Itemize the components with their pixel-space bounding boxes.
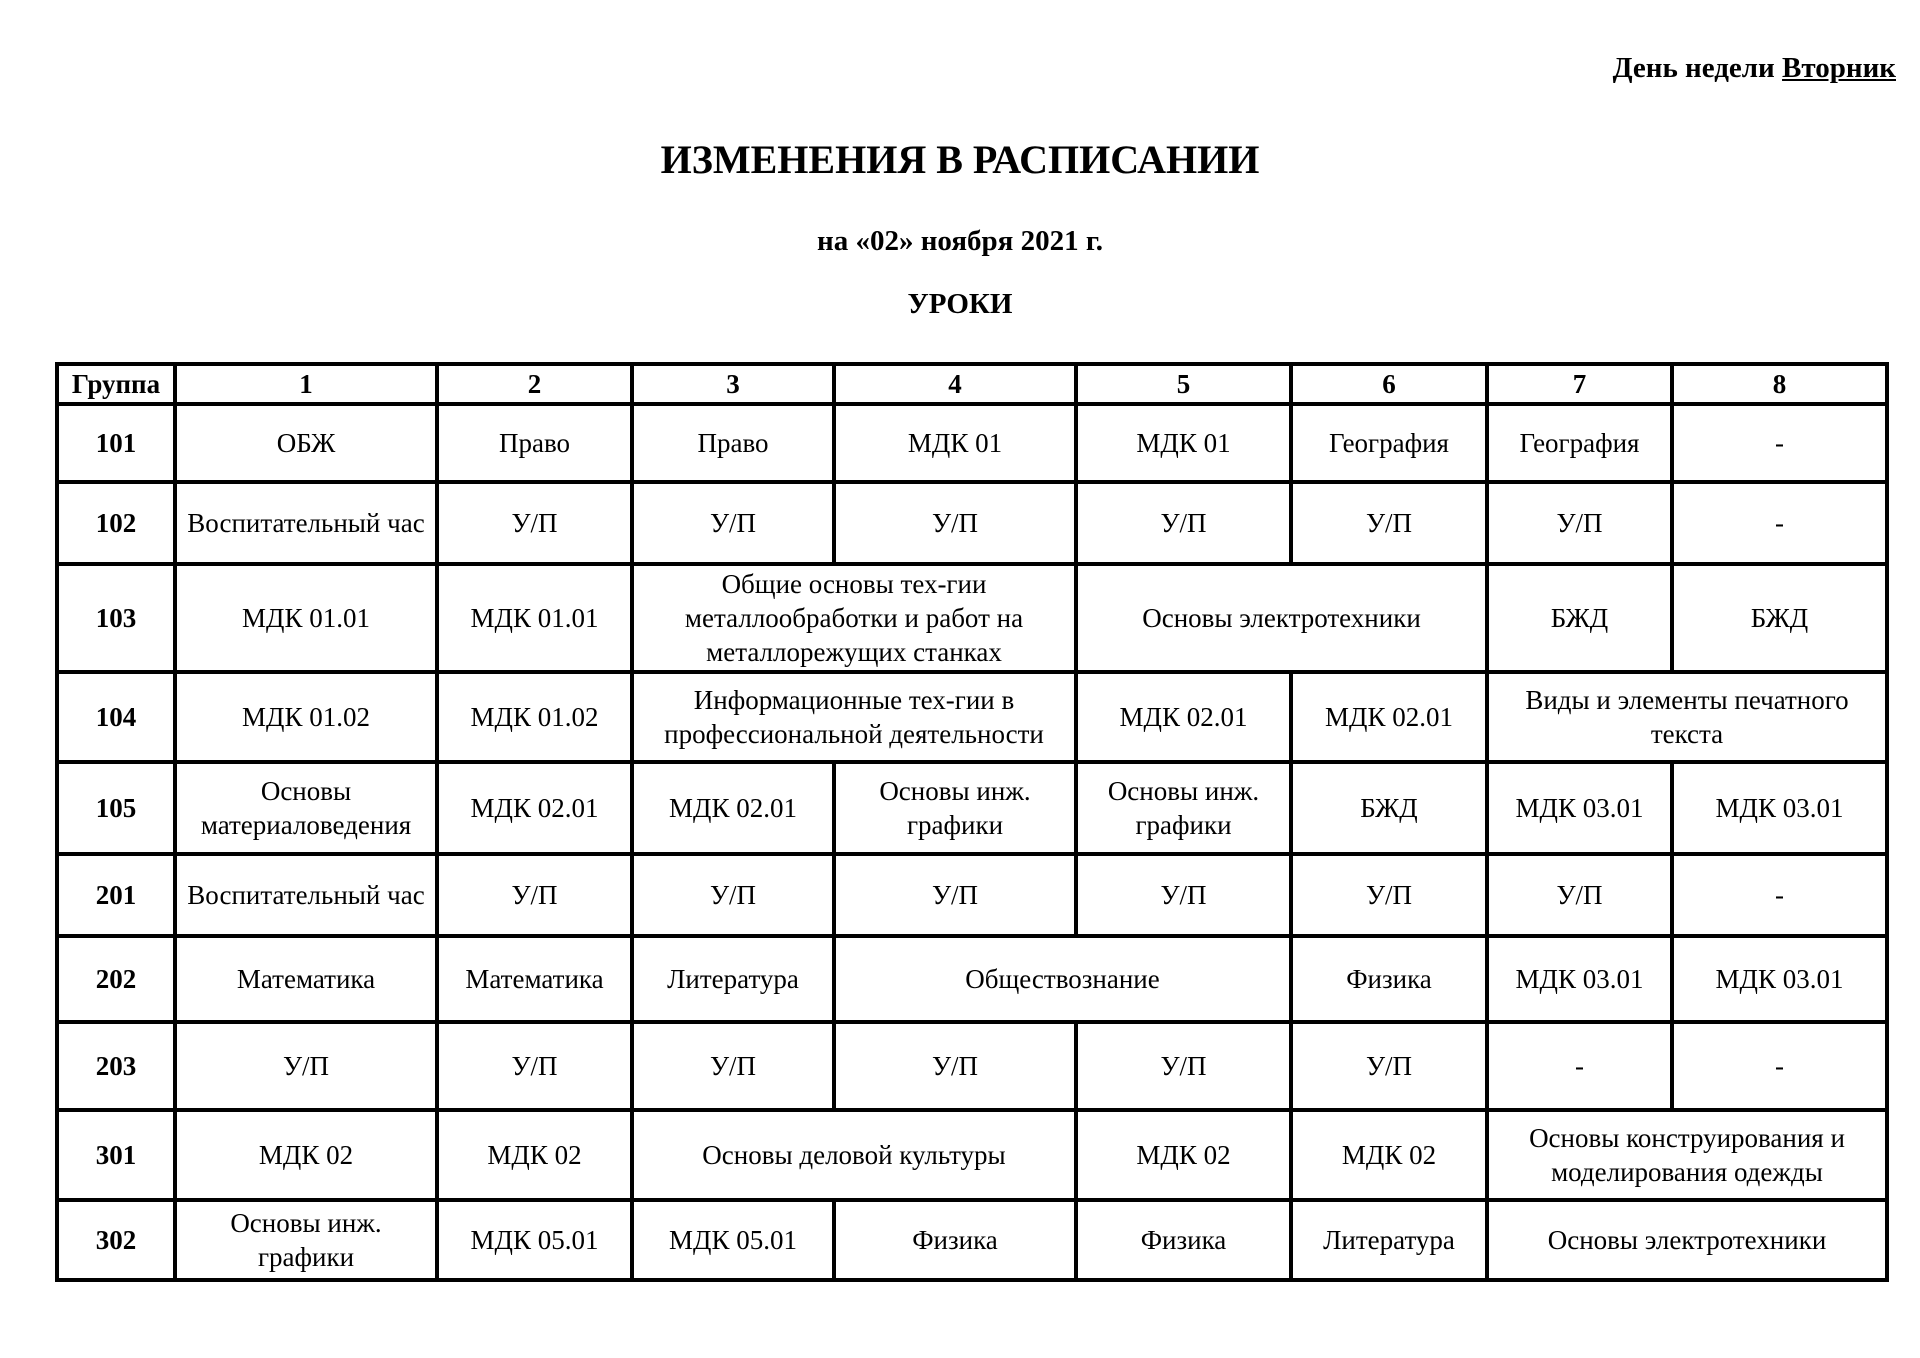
lesson-cell: - bbox=[1672, 1022, 1887, 1110]
lesson-cell: У/П bbox=[1291, 854, 1487, 936]
lesson-cell: Право bbox=[437, 404, 632, 482]
column-header-lesson-5: 5 bbox=[1076, 364, 1291, 404]
lesson-cell: У/П bbox=[437, 1022, 632, 1110]
day-of-week-line bbox=[1613, 52, 1896, 85]
lesson-cell: У/П bbox=[1076, 482, 1291, 564]
lesson-cell: У/П bbox=[834, 1022, 1076, 1110]
lesson-cell: Физика bbox=[834, 1200, 1076, 1280]
group-cell: 104 bbox=[57, 672, 175, 762]
lesson-cell: БЖД bbox=[1291, 762, 1487, 854]
column-header-lesson-4: 4 bbox=[834, 364, 1076, 404]
column-header-lesson-6: 6 bbox=[1291, 364, 1487, 404]
lesson-cell: География bbox=[1487, 404, 1672, 482]
lesson-cell: Основы инж. графики bbox=[834, 762, 1076, 854]
lesson-cell: МДК 02 bbox=[175, 1110, 437, 1200]
lesson-cell: У/П bbox=[1487, 482, 1672, 564]
day-of-week-value: Вторник bbox=[1782, 52, 1896, 84]
date-line: на «02» ноября 2021 г. bbox=[816, 225, 1104, 257]
lesson-cell: МДК 05.01 bbox=[437, 1200, 632, 1280]
lesson-cell: У/П bbox=[175, 1022, 437, 1110]
lesson-cell: - bbox=[1487, 1022, 1672, 1110]
lesson-cell: МДК 01.02 bbox=[437, 672, 632, 762]
lesson-cell: БЖД bbox=[1672, 564, 1887, 672]
lesson-cell: МДК 03.01 bbox=[1487, 936, 1672, 1022]
lesson-cell: У/П bbox=[632, 482, 834, 564]
table-header-row bbox=[57, 364, 1887, 404]
lesson-cell: Основы материаловедения bbox=[175, 762, 437, 854]
lesson-cell: Основы электротехники bbox=[1076, 564, 1487, 672]
lesson-cell: МДК 05.01 bbox=[632, 1200, 834, 1280]
lesson-cell: МДК 02.01 bbox=[1291, 672, 1487, 762]
lesson-cell: География bbox=[1291, 404, 1487, 482]
table-row bbox=[57, 564, 1887, 672]
group-cell: 203 bbox=[57, 1022, 175, 1110]
lesson-cell: Общие основы тех-гии металлообработки и работ на металлорежущих станках bbox=[632, 564, 1076, 672]
lesson-cell: МДК 02.01 bbox=[1076, 672, 1291, 762]
lesson-cell: МДК 02.01 bbox=[437, 762, 632, 854]
column-header-group: Группа bbox=[57, 364, 175, 404]
table-body bbox=[57, 404, 1887, 1280]
column-header-lesson-7: 7 bbox=[1487, 364, 1672, 404]
lesson-cell: Математика bbox=[175, 936, 437, 1022]
lesson-cell: Право bbox=[632, 404, 834, 482]
table-row bbox=[57, 854, 1887, 936]
table-row bbox=[57, 936, 1887, 1022]
group-cell: 101 bbox=[57, 404, 175, 482]
group-cell: 201 bbox=[57, 854, 175, 936]
lesson-cell: - bbox=[1672, 854, 1887, 936]
table-row bbox=[57, 762, 1887, 854]
column-header-lesson-3: 3 bbox=[632, 364, 834, 404]
lesson-cell: Воспитательный час bbox=[175, 482, 437, 564]
table-row bbox=[57, 1200, 1887, 1280]
column-header-lesson-8: 8 bbox=[1672, 364, 1887, 404]
lesson-cell: Основы инж. графики bbox=[1076, 762, 1291, 854]
lesson-cell: МДК 02 bbox=[1076, 1110, 1291, 1200]
table-row bbox=[57, 1110, 1887, 1200]
lesson-cell: МДК 02.01 bbox=[632, 762, 834, 854]
lesson-cell: Физика bbox=[1076, 1200, 1291, 1280]
lesson-cell: У/П bbox=[1076, 1022, 1291, 1110]
lesson-cell: Основы конструирования и моделирования одежды bbox=[1487, 1110, 1887, 1200]
group-cell: 302 bbox=[57, 1200, 175, 1280]
lesson-cell: МДК 03.01 bbox=[1672, 936, 1887, 1022]
lesson-cell: Литература bbox=[632, 936, 834, 1022]
group-cell: 103 bbox=[57, 564, 175, 672]
column-header-lesson-2: 2 bbox=[437, 364, 632, 404]
lesson-cell: У/П bbox=[437, 854, 632, 936]
schedule-table bbox=[55, 362, 1889, 1282]
lesson-cell: Основы деловой культуры bbox=[632, 1110, 1076, 1200]
lesson-cell: У/П bbox=[632, 854, 834, 936]
lesson-cell: МДК 01.01 bbox=[437, 564, 632, 672]
lesson-cell: МДК 02 bbox=[1291, 1110, 1487, 1200]
lesson-cell: У/П bbox=[834, 482, 1076, 564]
table-row bbox=[57, 1022, 1887, 1110]
page-title: ИЗМЕНЕНИЯ В РАСПИСАНИИ bbox=[660, 137, 1260, 182]
group-cell: 102 bbox=[57, 482, 175, 564]
lesson-cell: МДК 01 bbox=[1076, 404, 1291, 482]
section-heading: УРОКИ bbox=[907, 288, 1013, 320]
table-row bbox=[57, 672, 1887, 762]
lesson-cell: МДК 01.01 bbox=[175, 564, 437, 672]
lesson-cell: Воспитательный час bbox=[175, 854, 437, 936]
lesson-cell: Основы электротехники bbox=[1487, 1200, 1887, 1280]
lesson-cell: У/П bbox=[1076, 854, 1291, 936]
group-cell: 105 bbox=[57, 762, 175, 854]
column-header-lesson-1: 1 bbox=[175, 364, 437, 404]
group-cell: 202 bbox=[57, 936, 175, 1022]
lesson-cell: Виды и элементы печатного текста bbox=[1487, 672, 1887, 762]
lesson-cell: БЖД bbox=[1487, 564, 1672, 672]
lesson-cell: У/П bbox=[1291, 1022, 1487, 1110]
lesson-cell: МДК 02 bbox=[437, 1110, 632, 1200]
group-cell: 301 bbox=[57, 1110, 175, 1200]
lesson-cell: Физика bbox=[1291, 936, 1487, 1022]
table-row bbox=[57, 404, 1887, 482]
table-row bbox=[57, 482, 1887, 564]
lesson-cell: Обществознание bbox=[834, 936, 1291, 1022]
lesson-cell: Математика bbox=[437, 936, 632, 1022]
lesson-cell: Информационные тех-гии в профессиональной деятельности bbox=[632, 672, 1076, 762]
lesson-cell: У/П bbox=[834, 854, 1076, 936]
lesson-cell: У/П bbox=[1487, 854, 1672, 936]
lesson-cell: МДК 03.01 bbox=[1672, 762, 1887, 854]
lesson-cell: У/П bbox=[437, 482, 632, 564]
day-of-week-label: День недели bbox=[1612, 52, 1775, 84]
lesson-cell: У/П bbox=[1291, 482, 1487, 564]
lesson-cell: Литература bbox=[1291, 1200, 1487, 1280]
lesson-cell: МДК 01.02 bbox=[175, 672, 437, 762]
lesson-cell: У/П bbox=[632, 1022, 834, 1110]
lesson-cell: МДК 03.01 bbox=[1487, 762, 1672, 854]
lesson-cell: - bbox=[1672, 404, 1887, 482]
lesson-cell: Основы инж. графики bbox=[175, 1200, 437, 1280]
lesson-cell: ОБЖ bbox=[175, 404, 437, 482]
lesson-cell: МДК 01 bbox=[834, 404, 1076, 482]
lesson-cell: - bbox=[1672, 482, 1887, 564]
